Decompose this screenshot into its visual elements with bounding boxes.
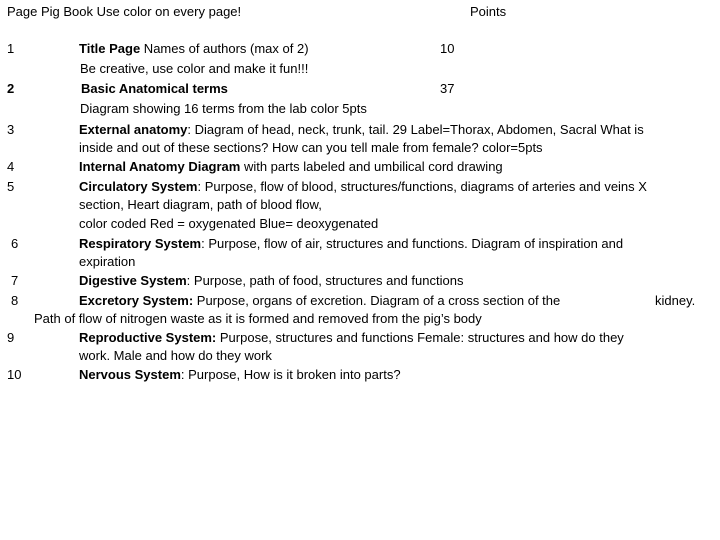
row-extra-line: section, Heart diagram, path of blood flow, xyxy=(79,197,322,212)
row-number: 5 xyxy=(7,179,15,194)
row-heading: Reproductive System: xyxy=(79,330,217,345)
row-number: 3 xyxy=(7,122,15,137)
row-item xyxy=(79,367,401,383)
row-wrap-line: Path of flow of nitrogen waste as it is formed and removed from the pig’s body xyxy=(34,311,482,326)
row-number: 7 xyxy=(11,273,19,288)
row-extra-line: color coded Red = oxygenated Blue= deoxygenated xyxy=(79,216,379,231)
row-description: Purpose, organs of excretion. Diagram of a cross section of the xyxy=(193,293,561,308)
row-item xyxy=(79,293,560,309)
row-number: 1 xyxy=(7,41,15,56)
row-description: : Diagram of head, neck, trunk, tail. 29 Label=Thorax, Abdomen, Sacral What is xyxy=(187,122,644,137)
row-heading: Circulatory System xyxy=(79,179,198,194)
row-description: : Purpose, path of food, structures and functions xyxy=(186,273,464,288)
row-description: : Purpose, flow of blood, structures/functions, diagrams of arteries and veins X xyxy=(197,179,647,194)
row-number: 9 xyxy=(7,330,15,345)
row-tail-word: kidney. xyxy=(655,293,696,308)
row-number: 2 xyxy=(7,81,15,96)
row-item xyxy=(79,159,503,175)
row-heading: Title Page xyxy=(79,41,141,56)
row-item xyxy=(79,236,623,252)
row-extra-line: Be creative, use color and make it fun!!! xyxy=(80,61,309,76)
row-extra-line: expiration xyxy=(79,254,136,269)
row-description: Names of authors (max of 2) xyxy=(140,41,309,56)
row-points: 10 xyxy=(440,41,455,56)
row-extra-line: work. Male and how do they work xyxy=(79,348,272,363)
row-heading: Basic Anatomical terms xyxy=(81,81,228,96)
row-item xyxy=(79,273,463,289)
row-item xyxy=(79,122,644,138)
row-description: : Purpose, flow of air, structures and functions. Diagram of inspiration and xyxy=(201,236,624,251)
row-points: 37 xyxy=(440,81,455,96)
row-description: : Purpose, How is it broken into parts? xyxy=(180,367,401,382)
row-item xyxy=(79,179,647,195)
row-heading: External anatomy xyxy=(79,122,188,137)
row-heading: Respiratory System xyxy=(79,236,202,251)
row-number: 10 xyxy=(7,367,22,382)
row-extra-line: inside and out of these sections? How can you tell male from female? color=5pts xyxy=(79,140,543,155)
page-title: Page Pig Book Use color on every page! xyxy=(7,4,242,19)
points-header: Points xyxy=(470,4,507,19)
row-item xyxy=(79,41,309,57)
row-number: 6 xyxy=(11,236,19,251)
row-heading: Excretory System: xyxy=(79,293,194,308)
row-number: 8 xyxy=(11,293,19,308)
row-number: 4 xyxy=(7,159,15,174)
row-heading: Internal Anatomy Diagram xyxy=(79,159,241,174)
row-heading: Digestive System xyxy=(79,273,187,288)
row-description: Purpose, structures and functions Female: structures and how do they xyxy=(216,330,624,345)
row-extra-line: Diagram showing 16 terms from the lab color 5pts xyxy=(80,101,367,116)
row-heading: Nervous System xyxy=(79,367,181,382)
row-item xyxy=(81,81,228,97)
row-description: with parts labeled and umbilical cord drawing xyxy=(240,159,503,174)
row-item xyxy=(79,330,624,346)
